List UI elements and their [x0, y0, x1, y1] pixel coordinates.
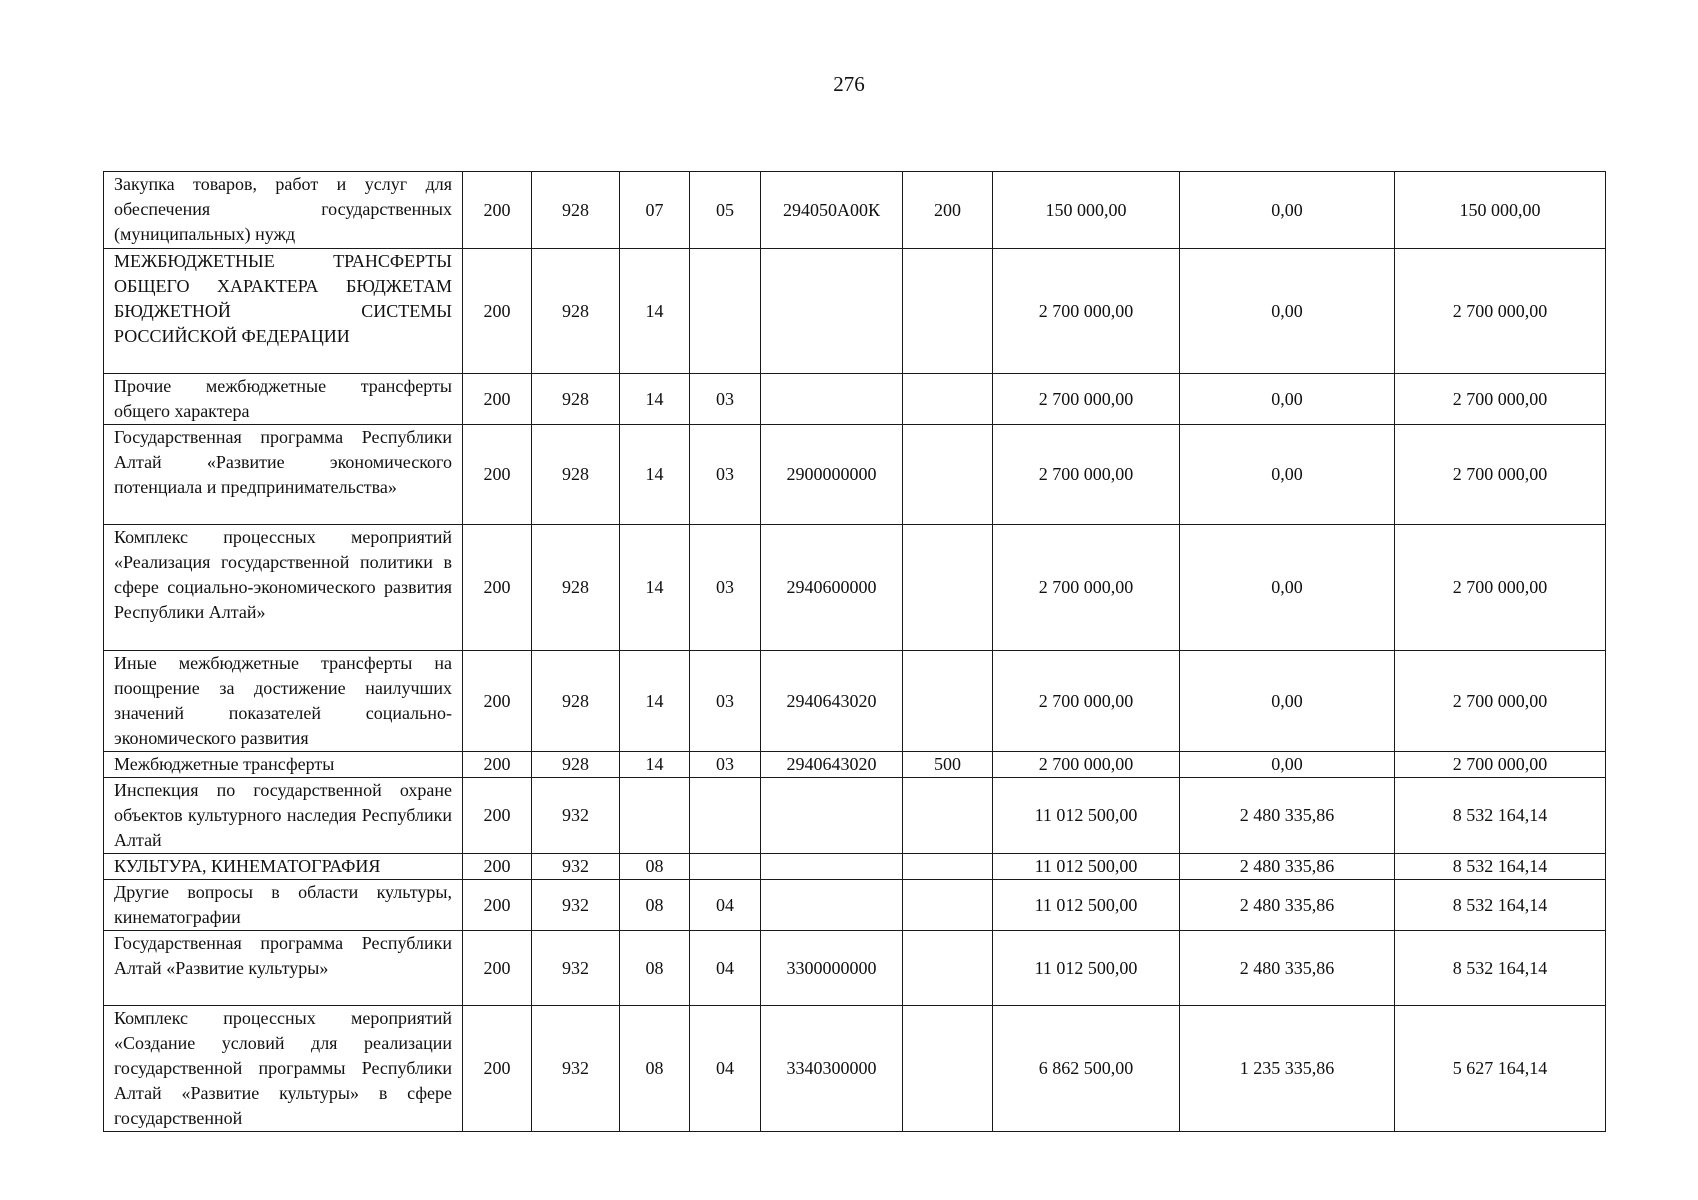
table-row — [104, 249, 1606, 374]
cell-expense-type — [903, 249, 993, 374]
cell-expense-type — [903, 931, 993, 1006]
cell-section: 14 — [620, 374, 690, 425]
cell-amount-3: 8 532 164,14 — [1395, 854, 1606, 880]
cell-code: 200 — [463, 778, 532, 854]
cell-expense-type — [903, 525, 993, 651]
cell-expense-type — [903, 880, 993, 931]
cell-subsection: 04 — [690, 880, 761, 931]
cell-code: 200 — [463, 1006, 532, 1132]
row-name: Закупка товаров, работ и услуг для обеспечения государственных (муниципальных) нужд — [104, 172, 463, 249]
cell-target-article: 2940643020 — [761, 651, 903, 752]
cell-amount-3: 2 700 000,00 — [1395, 525, 1606, 651]
cell-code: 200 — [463, 525, 532, 651]
cell-expense-type — [903, 374, 993, 425]
cell-section: 14 — [620, 752, 690, 778]
cell-amount-1: 150 000,00 — [993, 172, 1180, 249]
row-name: МЕЖБЮДЖЕТНЫЕ ТРАНСФЕРТЫ ОБЩЕГО ХАРАКТЕРА БЮДЖЕТАМ БЮДЖЕТНОЙ СИСТЕМЫ РОССИЙСКОЙ ФЕДЕРАЦИИ — [104, 249, 463, 374]
cell-section: 14 — [620, 525, 690, 651]
table-row — [104, 931, 1606, 1006]
cell-amount-1: 2 700 000,00 — [993, 752, 1180, 778]
cell-amount-3: 2 700 000,00 — [1395, 425, 1606, 525]
cell-amount-1: 2 700 000,00 — [993, 374, 1180, 425]
cell-subsection: 03 — [690, 525, 761, 651]
cell-code: 200 — [463, 374, 532, 425]
cell-subsection: 03 — [690, 752, 761, 778]
cell-ministry: 928 — [532, 525, 620, 651]
table-row — [104, 752, 1606, 778]
cell-amount-1: 2 700 000,00 — [993, 651, 1180, 752]
cell-amount-2: 1 235 335,86 — [1180, 1006, 1395, 1132]
cell-ministry: 932 — [532, 880, 620, 931]
cell-amount-2: 2 480 335,86 — [1180, 854, 1395, 880]
cell-amount-1: 2 700 000,00 — [993, 525, 1180, 651]
cell-ministry: 932 — [532, 778, 620, 854]
cell-section: 08 — [620, 931, 690, 1006]
cell-amount-3: 5 627 164,14 — [1395, 1006, 1606, 1132]
row-name: Комплекс процессных мероприятий «Реализация государственной политики в сфере социально-экономического развития Республики Алтай» — [104, 525, 463, 651]
cell-target-article — [761, 854, 903, 880]
row-name: Государственная программа Республики Алтай «Развитие культуры» — [104, 931, 463, 1006]
cell-target-article: 294050А00К — [761, 172, 903, 249]
cell-amount-1: 2 700 000,00 — [993, 249, 1180, 374]
cell-target-article: 3300000000 — [761, 931, 903, 1006]
table-body — [104, 172, 1606, 1132]
cell-expense-type — [903, 854, 993, 880]
cell-ministry: 928 — [532, 249, 620, 374]
cell-amount-3: 150 000,00 — [1395, 172, 1606, 249]
cell-target-article — [761, 880, 903, 931]
cell-subsection: 04 — [690, 931, 761, 1006]
cell-code: 200 — [463, 854, 532, 880]
cell-section: 14 — [620, 651, 690, 752]
cell-section: 14 — [620, 249, 690, 374]
cell-amount-3: 8 532 164,14 — [1395, 931, 1606, 1006]
cell-code: 200 — [463, 249, 532, 374]
row-name: Иные межбюджетные трансферты на поощрение за достижение наилучших значений показателей социально-экономического развития — [104, 651, 463, 752]
cell-amount-2: 0,00 — [1180, 525, 1395, 651]
page-number: 276 — [833, 72, 865, 96]
cell-amount-2: 0,00 — [1180, 651, 1395, 752]
cell-amount-1: 2 700 000,00 — [993, 425, 1180, 525]
row-name: Прочие межбюджетные трансферты общего характера — [104, 374, 463, 425]
table-row — [104, 880, 1606, 931]
row-name: Инспекция по государственной охране объектов культурного наследия Республики Алтай — [104, 778, 463, 854]
cell-code: 200 — [463, 880, 532, 931]
cell-section: 08 — [620, 880, 690, 931]
cell-code: 200 — [463, 931, 532, 1006]
cell-subsection — [690, 854, 761, 880]
table-row — [104, 854, 1606, 880]
cell-target-article: 2900000000 — [761, 425, 903, 525]
cell-code: 200 — [463, 172, 532, 249]
cell-code: 200 — [463, 425, 532, 525]
cell-amount-3: 8 532 164,14 — [1395, 778, 1606, 854]
table-row — [104, 525, 1606, 651]
table-row — [104, 172, 1606, 249]
cell-ministry: 928 — [532, 172, 620, 249]
cell-amount-1: 11 012 500,00 — [993, 931, 1180, 1006]
row-name: КУЛЬТУРА, КИНЕМАТОГРАФИЯ — [104, 854, 463, 880]
cell-ministry: 928 — [532, 651, 620, 752]
cell-target-article: 2940643020 — [761, 752, 903, 778]
cell-amount-3: 2 700 000,00 — [1395, 752, 1606, 778]
cell-subsection: 03 — [690, 651, 761, 752]
cell-amount-3: 2 700 000,00 — [1395, 374, 1606, 425]
cell-subsection: 05 — [690, 172, 761, 249]
cell-amount-1: 6 862 500,00 — [993, 1006, 1180, 1132]
cell-amount-2: 0,00 — [1180, 172, 1395, 249]
cell-subsection: 04 — [690, 1006, 761, 1132]
cell-ministry: 928 — [532, 374, 620, 425]
cell-amount-2: 0,00 — [1180, 425, 1395, 525]
row-name: Межбюджетные трансферты — [104, 752, 463, 778]
cell-subsection: 03 — [690, 425, 761, 525]
row-name: Государственная программа Республики Алтай «Развитие экономического потенциала и предпринимательства» — [104, 425, 463, 525]
cell-amount-2: 0,00 — [1180, 752, 1395, 778]
cell-amount-3: 2 700 000,00 — [1395, 249, 1606, 374]
cell-amount-2: 2 480 335,86 — [1180, 778, 1395, 854]
budget-table — [103, 171, 1606, 1132]
table-row — [104, 1006, 1606, 1132]
cell-section: 08 — [620, 854, 690, 880]
cell-ministry: 928 — [532, 425, 620, 525]
cell-subsection — [690, 778, 761, 854]
cell-expense-type — [903, 425, 993, 525]
cell-amount-2: 0,00 — [1180, 374, 1395, 425]
cell-target-article — [761, 249, 903, 374]
cell-target-article: 3340300000 — [761, 1006, 903, 1132]
cell-ministry: 932 — [532, 931, 620, 1006]
cell-amount-1: 11 012 500,00 — [993, 880, 1180, 931]
cell-target-article: 2940600000 — [761, 525, 903, 651]
row-name: Другие вопросы в области культуры, кинематографии — [104, 880, 463, 931]
cell-expense-type — [903, 778, 993, 854]
cell-code: 200 — [463, 651, 532, 752]
cell-section: 07 — [620, 172, 690, 249]
cell-amount-3: 8 532 164,14 — [1395, 880, 1606, 931]
cell-ministry: 932 — [532, 854, 620, 880]
row-name: Комплекс процессных мероприятий «Создание условий для реализации государственной программы Республики Алтай «Развитие культуры» в сфере государственной — [104, 1006, 463, 1132]
cell-subsection: 03 — [690, 374, 761, 425]
cell-target-article — [761, 778, 903, 854]
cell-section: 14 — [620, 425, 690, 525]
table-row — [104, 651, 1606, 752]
cell-expense-type: 500 — [903, 752, 993, 778]
cell-expense-type — [903, 1006, 993, 1132]
cell-ministry: 928 — [532, 752, 620, 778]
cell-target-article — [761, 374, 903, 425]
cell-subsection — [690, 249, 761, 374]
cell-amount-3: 2 700 000,00 — [1395, 651, 1606, 752]
cell-code: 200 — [463, 752, 532, 778]
cell-expense-type — [903, 651, 993, 752]
cell-amount-1: 11 012 500,00 — [993, 854, 1180, 880]
table-row — [104, 374, 1606, 425]
cell-amount-2: 0,00 — [1180, 249, 1395, 374]
cell-section — [620, 778, 690, 854]
cell-section: 08 — [620, 1006, 690, 1132]
cell-expense-type: 200 — [903, 172, 993, 249]
table-row — [104, 778, 1606, 854]
cell-ministry: 932 — [532, 1006, 620, 1132]
cell-amount-2: 2 480 335,86 — [1180, 931, 1395, 1006]
cell-amount-2: 2 480 335,86 — [1180, 880, 1395, 931]
cell-amount-1: 11 012 500,00 — [993, 778, 1180, 854]
table-row — [104, 425, 1606, 525]
